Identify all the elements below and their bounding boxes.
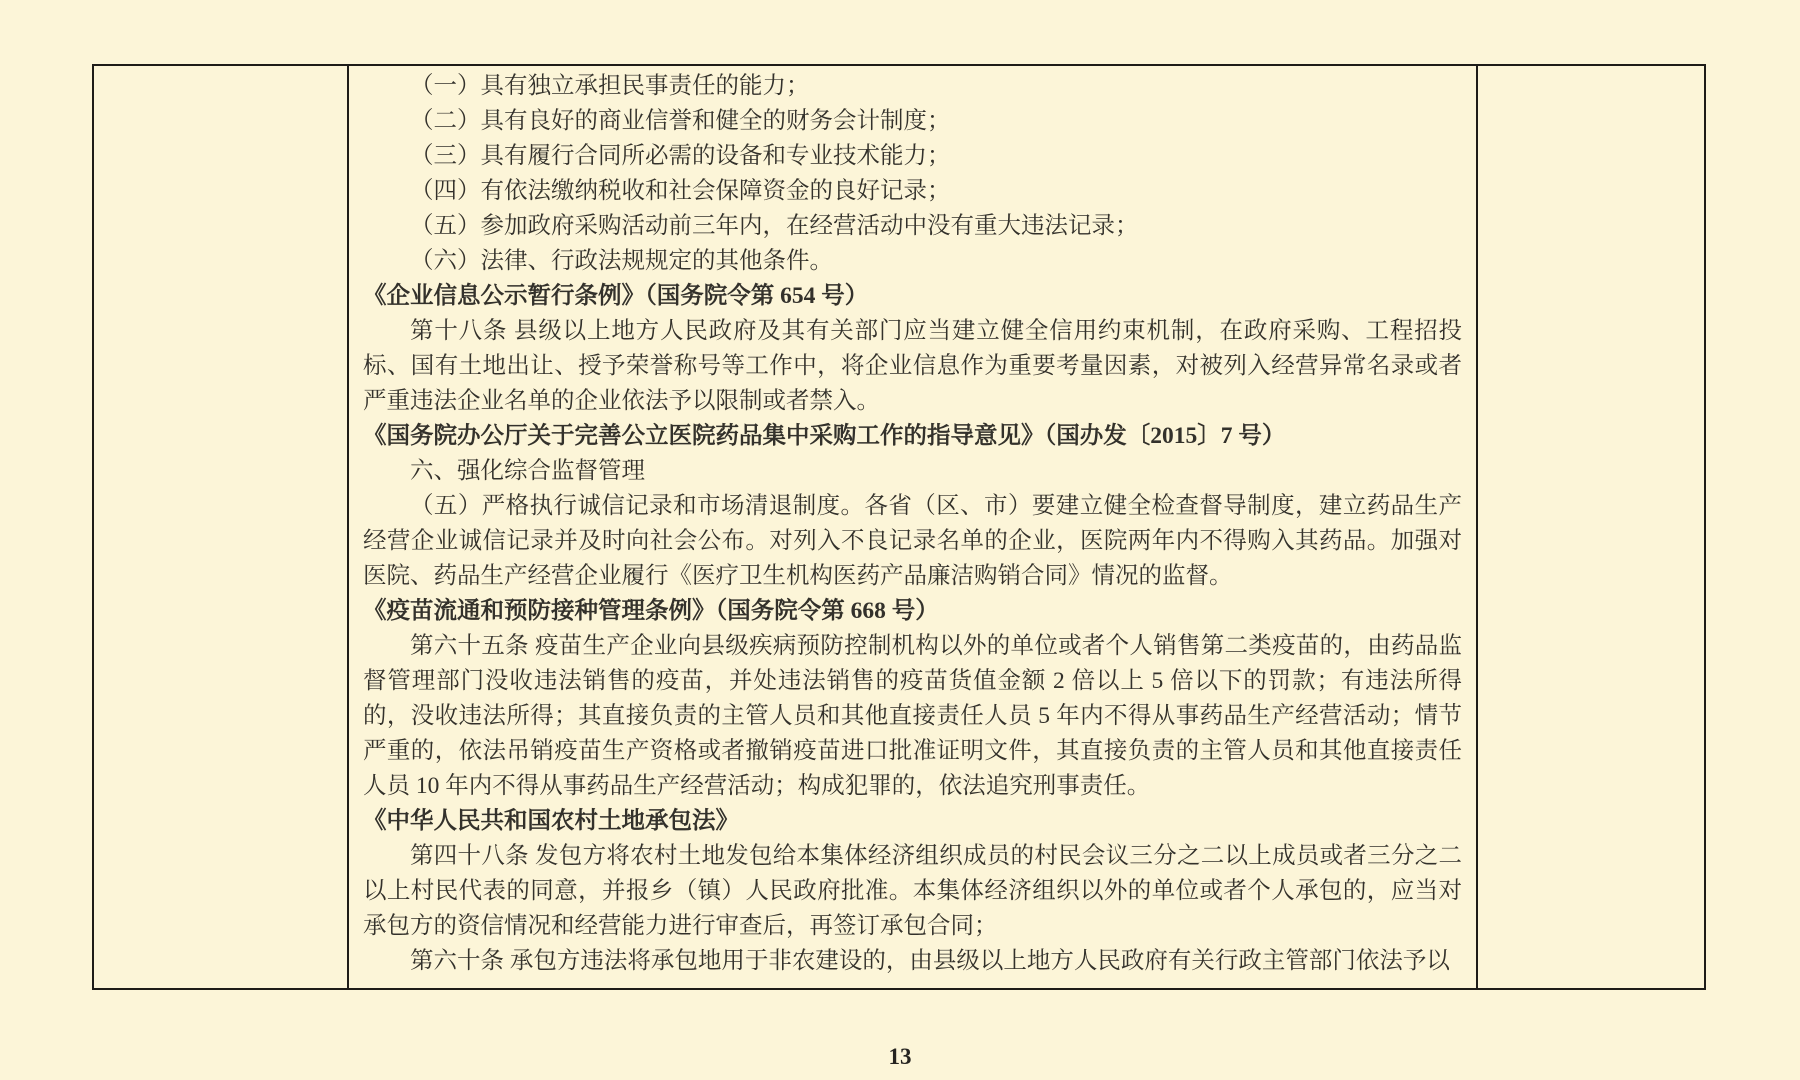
clause-paragraph: （三）具有履行合同所必需的设备和专业技术能力；	[410, 143, 951, 169]
clause-paragraph: （二）具有良好的商业信誉和健全的财务会计制度；	[410, 108, 951, 134]
page-number: 13	[888, 1044, 912, 1069]
clause-paragraph: 六、强化综合监督管理	[410, 458, 645, 484]
clause-paragraph: 第四十八条 发包方将农村土地发包给本集体经济组织成员的村民会议三分之二以上成员或者三分之二以上村民代表的同意，并报乡（镇）人民政府批准。本集体经济组织以外的单位或者个人承包的，应当对承包方的资信情况和经营能力进行审查后，再签订承包合同；	[363, 843, 1462, 939]
clause-paragraph: （五）参加政府采购活动前三年内，在经营活动中没有重大违法记录；	[410, 213, 1139, 239]
clause-paragraph: （五）严格执行诚信记录和市场清退制度。各省（区、市）要建立健全检查督导制度，建立药品生产经营企业诚信记录并及时向社会公布。对列入不良记录名单的企业，医院两年内不得购入其药品。加强对医院、药品生产经营企业履行《医疗卫生机构医药产品廉洁购销合同》情况的监督。	[363, 493, 1462, 589]
clause-paragraph: 第六十五条 疫苗生产企业向县级疾病预防控制机构以外的单位或者个人销售第二类疫苗的，由药品监督管理部门没收违法销售的疫苗，并处违法销售的疫苗货值金额 2 倍以上 5 倍以下的罚款；有违法所得的，没收违法所得；其直接负责的主管人员和其他直接责任人员 5 年内不得从事药品生产经营活动；情节严重的，依法吊销疫苗生产资格或者撤销疫苗进口批准证明文件，其直接负责的主管人员和其他直接责任人员 10 年内不得从事药品生产经营活动；构成犯罪的，依法追究刑事责任。	[363, 633, 1462, 799]
table-right-column	[1476, 66, 1704, 988]
clause-paragraph: （一）具有独立承担民事责任的能力；	[410, 73, 810, 99]
law-title: 《国务院办公厅关于完善公立医院药品集中采购工作的指导意见》（国办发〔2015〕7 号）	[363, 423, 1286, 449]
table-left-column	[94, 66, 349, 988]
legal-text-cell	[349, 66, 1476, 988]
clause-paragraph: （四）有依法缴纳税收和社会保障资金的良好记录；	[410, 178, 951, 204]
law-title: 《中华人民共和国农村土地承包法》	[363, 808, 739, 834]
law-title: 《企业信息公示暂行条例》（国务院令第 654 号）	[363, 283, 869, 309]
clause-paragraph: （六）法律、行政法规规定的其他条件。	[410, 248, 833, 274]
clause-paragraph: 第十八条 县级以上地方人民政府及其有关部门应当建立健全信用约束机制，在政府采购、工程招投标、国有土地出让、授予荣誉称号等工作中，将企业信息作为重要考量因素，对被列入经营异常名录或者严重违法企业名单的企业依法予以限制或者禁入。	[363, 318, 1462, 414]
clause-paragraph: 第六十条 承包方违法将承包地用于非农建设的，由县级以上地方人民政府有关行政主管部门依法予以	[410, 948, 1450, 974]
legal-basis-table	[92, 64, 1706, 990]
law-title: 《疫苗流通和预防接种管理条例》（国务院令第 668 号）	[363, 598, 939, 624]
